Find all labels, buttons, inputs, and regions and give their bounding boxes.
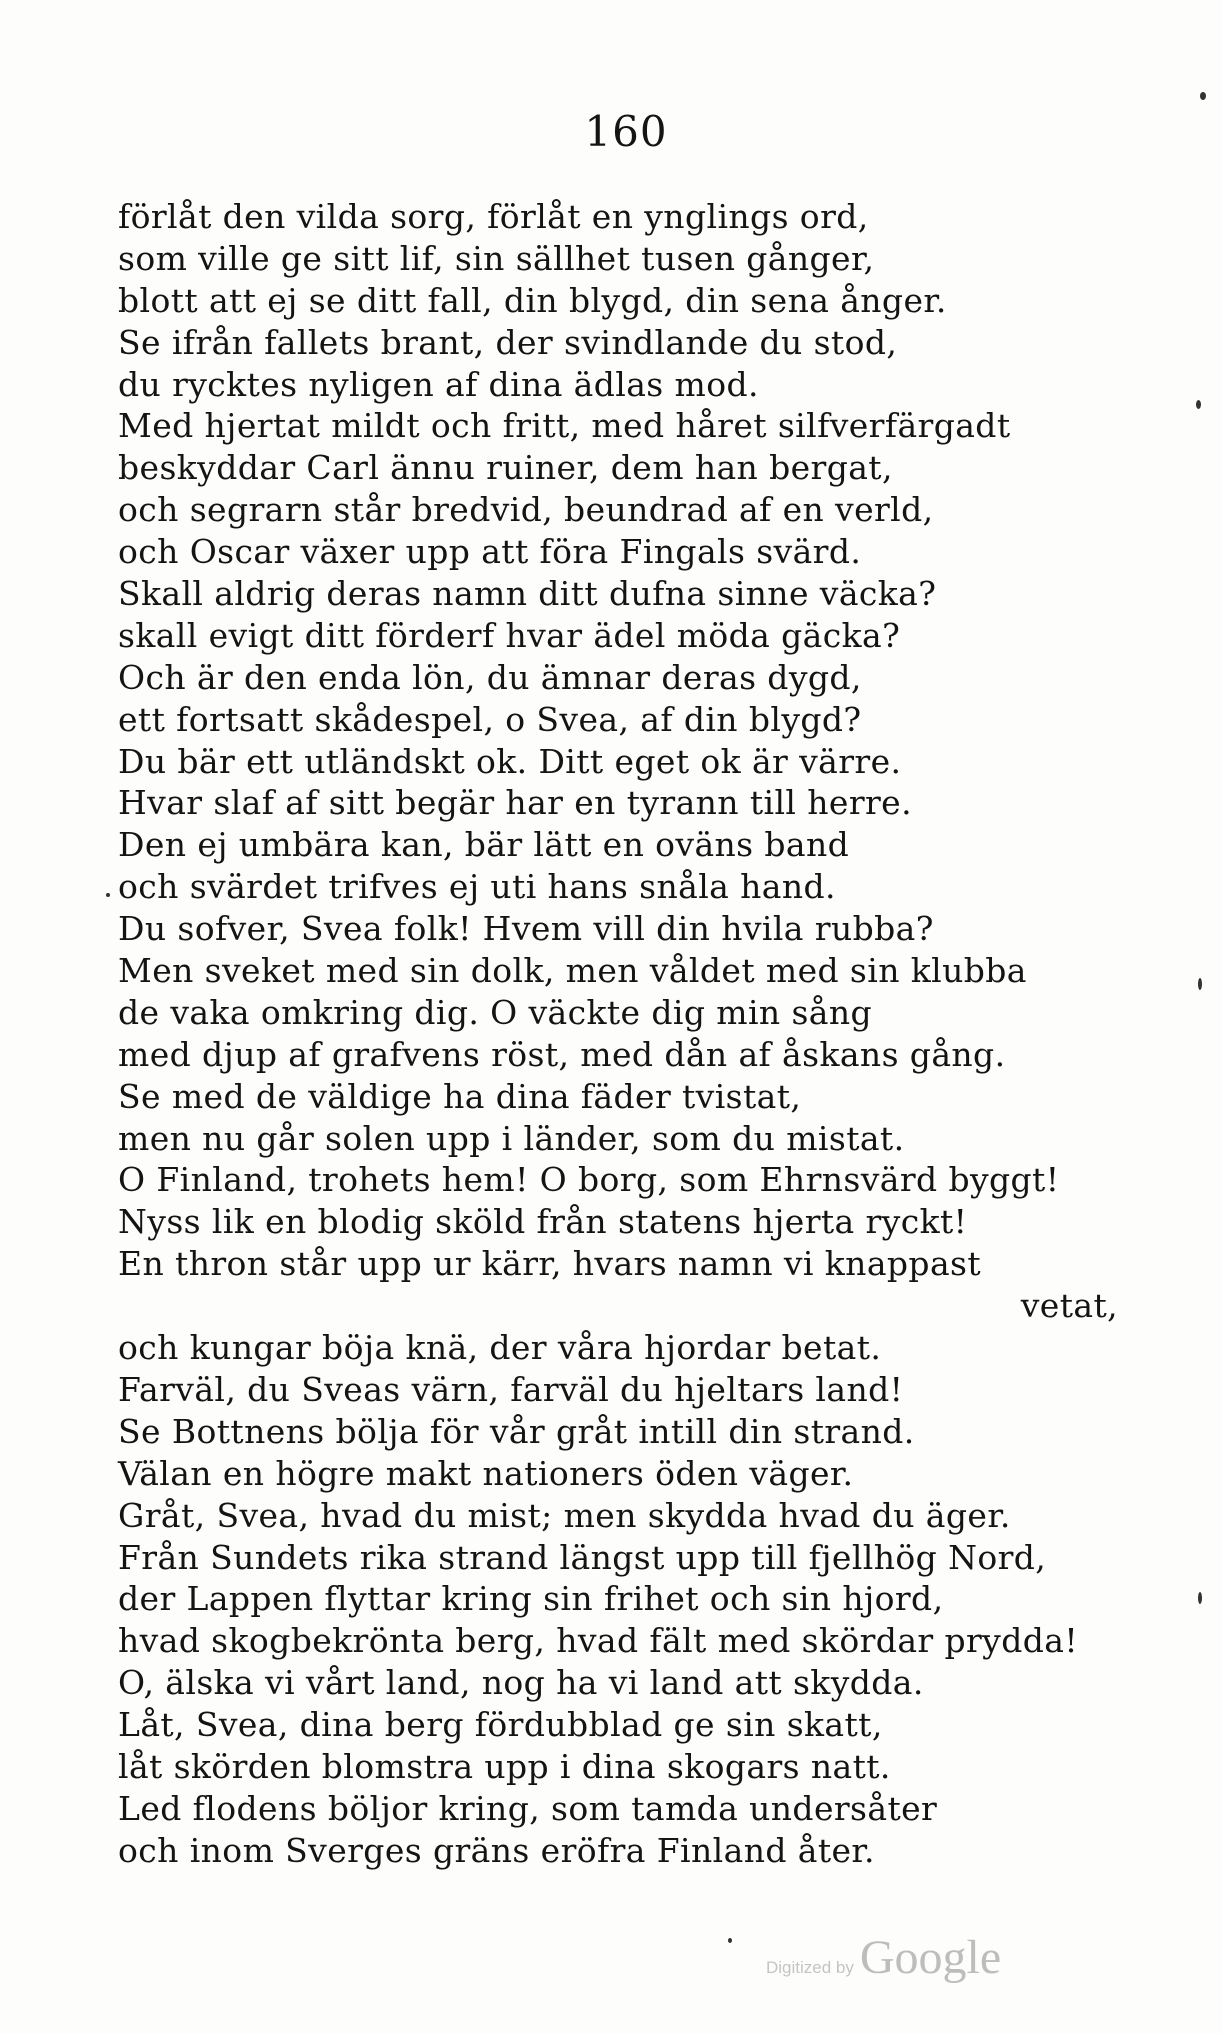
poem-line: förlåt den vilda sorg, förlåt en ynglings ord, <box>118 197 869 236</box>
poem-line: O, älska vi vårt land, nog ha vi land att skydda. <box>118 1663 924 1703</box>
poem-line: hvad skogbekrönta berg, hvad fält med skördar prydda! <box>118 1621 1078 1661</box>
poem-line: Välan en högre makt nationers öden väger. <box>118 1453 854 1493</box>
poem-line: Led flodens böljor kring, som tamda undersåter <box>118 1788 938 1828</box>
poem-line: Den ej umbära kan, bär lätt en oväns band <box>118 825 850 865</box>
watermark-prefix: Digitized by <box>766 1958 854 1977</box>
poem-line: Med hjertat mildt och fritt, med håret silfverfärgadt <box>118 406 1011 446</box>
poem-line: Och är den enda lön, du ämnar deras dygd, <box>118 657 862 697</box>
poem-line: och kungar böja knä, der våra hjordar betat. <box>118 1328 882 1368</box>
poem-line: der Lappen flyttar kring sin frihet och sin hjord, <box>118 1579 944 1619</box>
poem-line: Från Sundets rika strand längst upp till fjellhög Nord, <box>118 1537 1047 1577</box>
ink-speck <box>1198 1592 1202 1604</box>
poem-line: ett fortsatt skådespel, o Svea, af din blygd? <box>118 699 862 739</box>
ink-speck <box>106 893 110 897</box>
poem-line: som ville ge sitt lif, sin sällhet tusen gånger, <box>118 238 875 278</box>
watermark-brand-logo: Google <box>859 1931 1002 1984</box>
poem-line: och Oscar växer upp att föra Fingals svärd. <box>118 532 862 572</box>
poem-line: Skall aldrig deras namn ditt dufna sinne väcka? <box>118 574 937 614</box>
poem-line: blott att ej se ditt fall, din blygd, din sena ånger. <box>118 280 947 320</box>
poem-line: de vaka omkring dig. O väckte dig min sång <box>118 992 873 1032</box>
poem-line: skall evigt ditt förderf hvar ädel möda gäcka? <box>118 615 901 655</box>
poem-line: Se Bottnens bölja för vår gråt intill din strand. <box>118 1411 915 1451</box>
poem-line: Låt, Svea, dina berg fördubblad ge sin skatt, <box>118 1705 883 1745</box>
ink-speck <box>1196 400 1201 409</box>
poem-line: med djup af grafvens röst, med dån af åskans gång. <box>118 1034 1006 1074</box>
ink-speck <box>728 1938 732 1943</box>
poem-line: Farväl, du Sveas värn, farväl du hjeltars land! <box>118 1369 904 1409</box>
poem-line: beskyddar Carl ännu ruiner, dem han bergat, <box>118 448 893 488</box>
poem-line: du rycktes nyligen af dina ädlas mod. <box>118 364 759 404</box>
poem-line: men nu går solen upp i länder, som du mistat. <box>118 1118 905 1158</box>
poem-line: O Finland, trohets hem! O borg, som Ehrnsvärd byggt! <box>118 1160 1060 1200</box>
poem-line-continuation: vetat, <box>1020 1286 1118 1326</box>
poem-line: låt skörden blomstra upp i dina skogars natt. <box>118 1746 891 1786</box>
poem-line: Gråt, Svea, hvad du mist; men skydda hvad du äger. <box>118 1495 1011 1535</box>
poem-line: och segrarn står bredvid, beundrad af en verld, <box>118 490 934 530</box>
ink-speck <box>1200 92 1206 100</box>
poem-line: och inom Sverges gräns eröfra Finland åter. <box>118 1830 875 1870</box>
poem-line: Du sofver, Svea folk! Hvem vill din hvila rubba? <box>118 909 934 949</box>
poem-line: Du bär ett utländskt ok. Ditt eget ok är värre. <box>118 741 902 781</box>
page-number: 160 <box>584 107 668 156</box>
poem-line: Se ifrån fallets brant, der svindlande du stod, <box>118 322 898 362</box>
poem-line: En thron står upp ur kärr, hvars namn vi knappast <box>118 1244 982 1284</box>
poem-line: och svärdet trifves ej uti hans snåla hand. <box>118 867 836 907</box>
poem-text <box>118 196 1118 1872</box>
poem-line: Men sveket med sin dolk, men våldet med sin klubba <box>118 951 1027 991</box>
poem-line: Nyss lik en blodig sköld från statens hjerta ryckt! <box>118 1202 968 1242</box>
poem-line: Se med de väldige ha dina fäder tvistat, <box>118 1076 802 1116</box>
poem-line: Hvar slaf af sitt begär har en tyrann till herre. <box>118 783 913 823</box>
ink-speck <box>1198 978 1202 990</box>
digitized-watermark <box>766 1930 1001 1990</box>
